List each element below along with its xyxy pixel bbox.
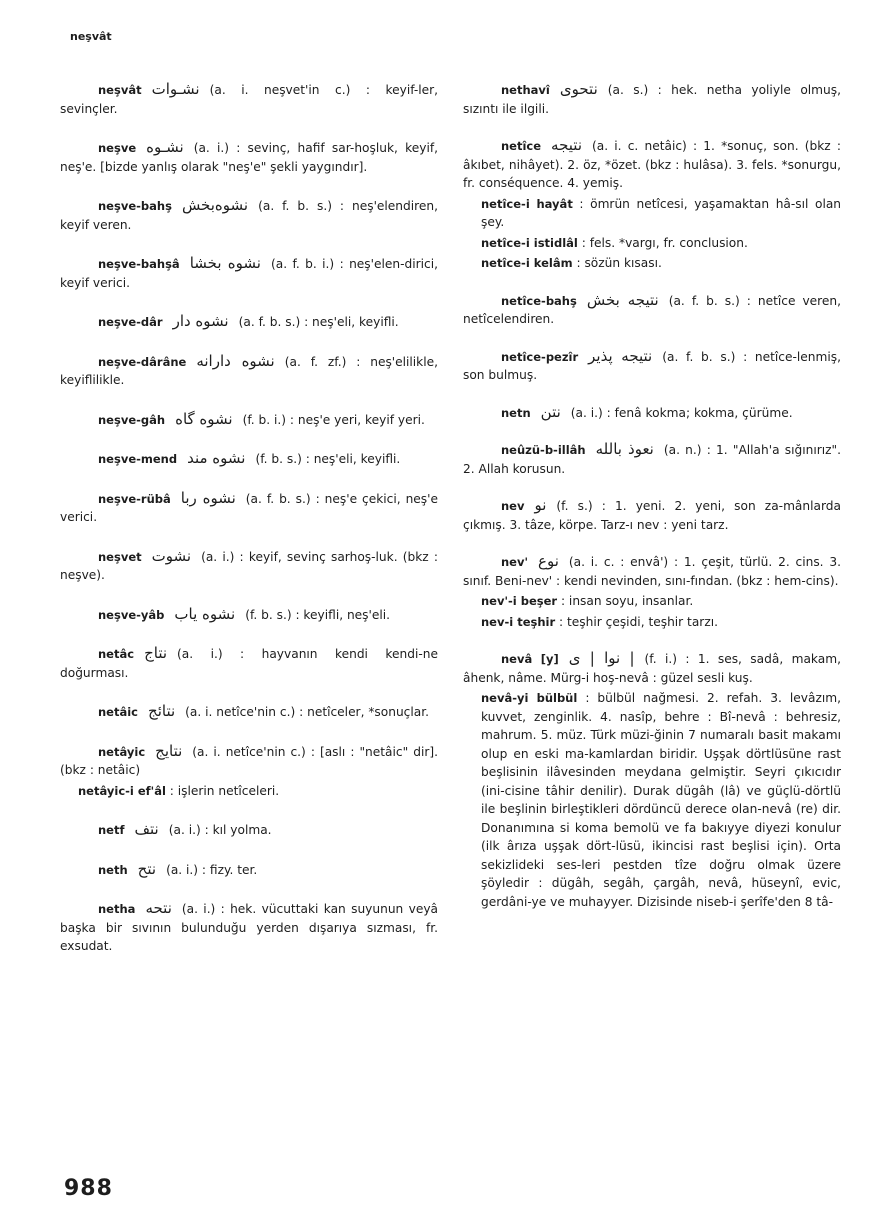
headword: neşve-rübâ: [98, 491, 171, 506]
definition: (a. i.) : fenâ kokma; kokma, çürüme.: [570, 405, 793, 420]
definition: (f. b. i.) : neş'e yeri, keyif yeri.: [242, 412, 425, 427]
dictionary-entry: [60, 449, 438, 469]
definition: (a. f. b. s.) : netîce veren, netîcelendiren.: [463, 293, 842, 326]
definition: (f. i.) : 1. ses, sadâ, makam, âhenk, nâme. Mürg-i hoş-nevâ : güzel sesli kuş.: [463, 652, 841, 685]
arabic-script: نشوه دارانه: [196, 351, 275, 370]
definition: (f. s.) : 1. yeni. 2. yeni, son za-mânlarda çıkmış. 3. tâze, körpe. Tarz-ı nev : yeni tarz.: [463, 499, 841, 532]
headword: nev': [501, 555, 529, 569]
page-number: 988: [64, 1176, 113, 1201]
headword: nevâ [y]: [501, 652, 559, 666]
headword: netîce: [501, 139, 542, 153]
sub-entry: [463, 592, 841, 611]
definition: (a. i.) : hek. vücuttaki kan suyunun veyâ başka bir sıvının bulunduğu yerden dışarıya sızması, fr. exsudat.: [60, 902, 438, 953]
arabic-script: نشوت: [151, 546, 192, 565]
dictionary-entry: [463, 552, 841, 590]
headword: netâyic-i ef'âl: [78, 783, 166, 798]
sub-entry: [463, 195, 841, 232]
definition: (a. f. b. s.) : neş'e çekici, neş'e verici.: [60, 491, 439, 524]
definition: (a. i.) : keyif, sevinç sarhoş-luk. (bkz : neşve).: [60, 549, 438, 582]
dictionary-entry: [60, 899, 438, 956]
headword: netîce-pezîr: [501, 349, 579, 364]
arabic-script: نتايج: [155, 741, 183, 760]
dictionary-entry: [60, 80, 438, 118]
headword: neşve-bahş: [98, 199, 172, 213]
definition: (a. f. b. i.) : neş'elen-dirici, keyif verici.: [60, 257, 438, 290]
definition: (a. f. b. s.) : neş'eli, keyifli.: [238, 315, 399, 329]
sub-entry: [463, 613, 841, 632]
dictionary-entry: [463, 80, 841, 118]
arabic-script: نو: [534, 496, 547, 514]
right-column: [463, 80, 841, 911]
definition: (a. f. zf.) : neş'elilikle, keyiflilikle.: [60, 354, 438, 387]
arabic-script: نشوه دار: [172, 312, 229, 330]
definition: : teşhir çeşidi, teşhir tarzı.: [559, 614, 718, 629]
headword: neşvât: [98, 83, 142, 97]
arabic-script: نتيجه: [551, 136, 582, 154]
dictionary-entry: [60, 547, 438, 585]
dictionary-entry: [60, 138, 438, 176]
headword: netâc: [98, 647, 135, 661]
definition: : bülbül nağmesi. 2. refah. 3. levâzım, kuvvet, zenginlik. 4. nasîp, behre : Bî-nevâ : behresiz, mahrum. 5. müz. Türk müzi-ğinin 7 numaralı basit makamı olup en eski ma-kamlardan biridir. Uşşak dörtlüsüne rast beşlisinin ilâvesinden meydana gelmiştir. Seyri çıkıcıdır (ini-cisine tâhir denilir). Durak dügâh (lâ) ve güçlü-dörtlü ile beşlinin birleştikleri dördüncü derece olan-nevâ (re) dir. Donanımına si koma bemolü ve fa bakıyye diyezi konulur (ilk ârıza uşşak dört-lüsü, ikincisi rast beşlisi için). Orta sekizlideki ses-leri pestden tîze doğru olmak üzere şöyledir : dügâh, segâh, çargâh, nevâ, hüseynî, evic, gerdâni-ye ve muhayyer. Dizisinde niseb-i şerîfe'den 8 tâ-: [481, 691, 842, 909]
arabic-script: نشوه ياب: [174, 604, 236, 623]
dictionary-entry: [60, 489, 438, 527]
definition: (a. s.) : hek. netha yoliyle olmuş, sızıntı ile ilgili.: [463, 83, 841, 116]
arabic-script: نشوه ربا: [180, 488, 236, 507]
headword: neşvet: [98, 549, 142, 564]
sub-entry: [463, 254, 841, 273]
sub-entry: [463, 234, 841, 253]
dictionary-entry: [60, 196, 438, 234]
definition: (f. b. s.) : keyifli, neş'eli.: [245, 607, 391, 622]
definition: (a. i.) : sevinç, hafif sar-hoşluk, keyif, neş'e. [bizde yanlış olarak "neş'e" şekli yaygındır].: [60, 141, 438, 174]
dictionary-entry: [60, 742, 438, 780]
left-column: [60, 80, 438, 956]
definition: (f. b. s.) : neş'eli, keyifli.: [255, 452, 401, 466]
arabic-script: نتيجه پذير: [588, 346, 653, 365]
dictionary-entry: [60, 312, 438, 332]
dictionary-entry: [60, 860, 438, 880]
definition: (a. i. c. netâic) : 1. *sonuç, son. (bkz : âkıbet, nihâyet). 2. öz, *özet. (bkz : hulâsa). 3. fels. *sonurgu, fr. conséquence. 4. yemiş.: [463, 139, 841, 190]
arabic-script: نوا | ى |: [568, 649, 635, 667]
definition: : insan soyu, insanlar.: [560, 594, 694, 608]
headword: nevâ-yi bülbül: [481, 691, 578, 705]
headword: netâyic: [98, 744, 146, 759]
headword: nev: [501, 499, 525, 513]
definition: (a. f. b. s.) : netîce-lenmiş, son bulmuş.: [463, 349, 841, 382]
definition: (a. i. netîce'nin c.) : netîceler, *sonuçlar.: [185, 705, 429, 719]
headword: netn: [501, 405, 531, 420]
arabic-script: نتح: [137, 859, 157, 878]
arabic-script: نعوذ بالله: [595, 440, 654, 458]
headword: neşve-yâb: [98, 607, 165, 622]
definition: (a. i. c. : envâ') : 1. çeşit, türlü. 2. cins. 3. sınıf. Beni-nev' : kendi nevinden, sını-fından. (bkz : hem-cins).: [463, 555, 841, 588]
headword: neşve-dâr: [98, 315, 163, 329]
headword: netîce-bahş: [501, 293, 577, 308]
dictionary-entry: [463, 136, 841, 193]
arabic-script: نتائج: [148, 702, 176, 720]
arabic-script: نشوه‌بخش: [181, 196, 249, 214]
dictionary-entry: [463, 347, 841, 385]
arabic-script: نشوه بخشا: [189, 254, 261, 272]
definition: (a. i.) : hayvanın kendi kendi-ne doğurması.: [60, 647, 438, 680]
dictionary-entry: [60, 605, 438, 625]
definition: (a. i.) : kıl yolma.: [168, 823, 272, 837]
sub-entry: [463, 689, 841, 911]
definition: (a. f. b. s.) : neş'elendiren, keyif veren.: [60, 199, 438, 232]
headword: neşve-bahşâ: [98, 257, 180, 271]
dictionary-entry: [463, 440, 841, 478]
headword: netha: [98, 902, 136, 916]
dictionary-entry: [60, 702, 438, 722]
dictionary-entry: [60, 352, 438, 390]
definition: : ömrün netîcesi, yaşamaktan hâ-sıl olan şey.: [481, 196, 842, 229]
arabic-script: نشوه گاه: [175, 409, 233, 428]
headword: neûzü-b-illâh: [501, 443, 586, 457]
arabic-script: نتاج: [144, 644, 168, 662]
sub-entry: [60, 782, 438, 801]
headword: neth: [98, 862, 128, 877]
headword: netîce-i hayât: [481, 196, 573, 211]
arabic-script: نتن: [540, 402, 561, 421]
arabic-script: نتحوى: [559, 80, 598, 98]
headword: netf: [98, 823, 125, 837]
dictionary-entry: [463, 496, 841, 534]
dictionary-entry: [60, 410, 438, 430]
arabic-script: نتيجه بخش: [586, 290, 659, 309]
definition: : sözün kısası.: [576, 256, 662, 270]
dictionary-entry: [60, 254, 438, 292]
definition: (a. i.) : fizy. ter.: [166, 862, 258, 877]
arabic-script: نشـوه: [146, 138, 184, 156]
arabic-script: نتحه: [145, 899, 172, 917]
headword: neşve-dârâne: [98, 354, 187, 369]
headword: nev-i teşhir: [481, 614, 556, 629]
definition: (a. i. netîce'nin c.) : [aslı : "netâic" dir]. (bkz : netâic): [60, 744, 438, 777]
dictionary-entry: [60, 820, 438, 840]
headword: netîce-i kelâm: [481, 256, 573, 270]
arabic-script: نشوه مند: [187, 449, 246, 467]
dictionary-entry: [463, 291, 841, 329]
definition: (a. n.) : 1. "Allah'a sığınırız". 2. Allah korusun.: [463, 443, 842, 476]
dictionary-entry: [463, 403, 841, 423]
headword: neşve: [98, 141, 137, 155]
dictionary-entry: [463, 649, 841, 687]
headword: neşve-mend: [98, 452, 178, 466]
arabic-script: نوع: [538, 552, 559, 570]
definition: : işlerin netîceleri.: [169, 783, 280, 798]
definition: (a. i. neşvet'in c.) : keyif-ler, sevinçler.: [60, 83, 438, 116]
arabic-script: نشـوات: [151, 80, 200, 98]
headword: netîce-i istidlâl: [481, 235, 578, 250]
headword: neşve-gâh: [98, 412, 166, 427]
headword: nethavî: [501, 83, 550, 97]
definition: : fels. *vargı, fr. conclusion.: [581, 235, 748, 250]
headword: nev'-i beşer: [481, 594, 558, 608]
arabic-script: نتف: [134, 820, 159, 838]
headword: netâic: [98, 705, 139, 719]
dictionary-entry: [60, 644, 438, 682]
running-head: neşvât: [70, 30, 112, 43]
